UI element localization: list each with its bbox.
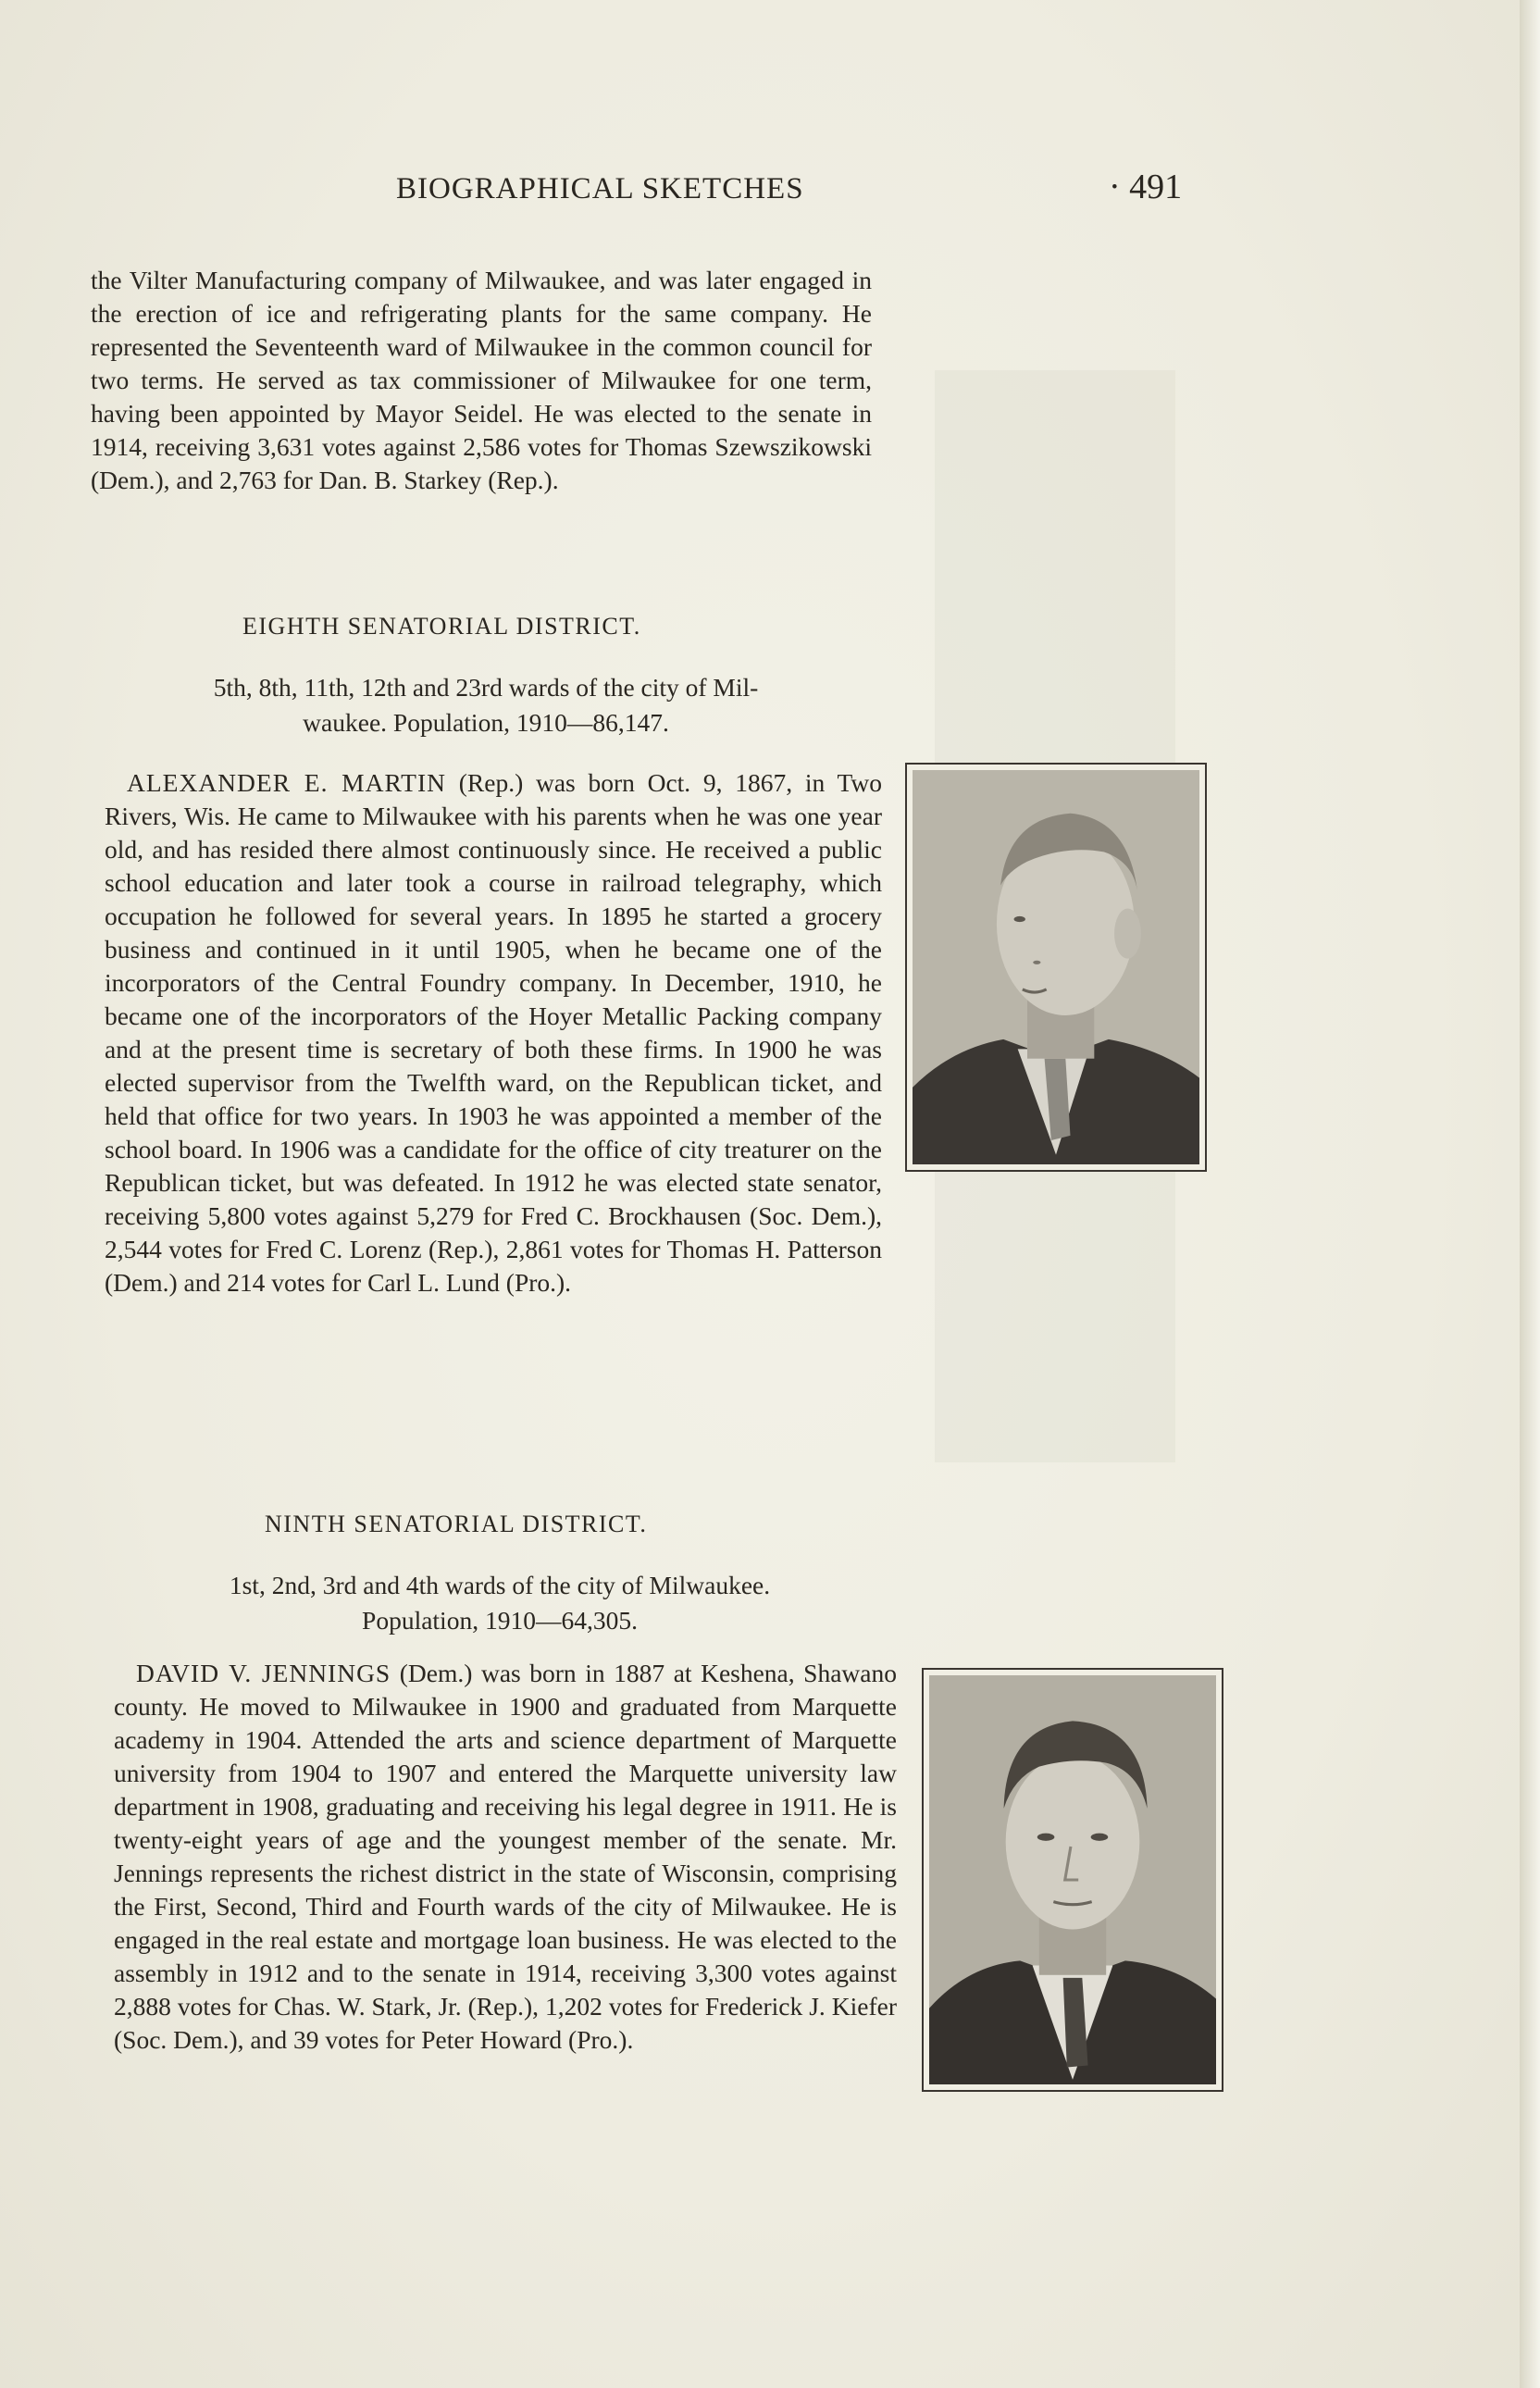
martin-name: ALEXANDER E. MARTIN <box>127 768 446 797</box>
page-number: · 491 <box>1109 168 1183 206</box>
continuation-paragraph: the Vilter Manufacturing company of Milwaukee, and was later engaged in the erection of ice and refrigerating plants for the same company. He represented the Seventeenth ward of Milwaukee in the common council for two terms. He served as tax commissioner of Milwaukee for one term, having been appointed by Mayor Seidel. He was elected to the senate in 1914, receiving 3,631 votes against 2,586 votes for Thomas Szewszikowski (Dem.), and 2,763 for Dan. B. Starkey (Rep.). <box>91 266 872 494</box>
martin-biography <box>105 766 882 1300</box>
ninth-wards-line-2: Population, 1910—64,305. <box>362 1606 638 1635</box>
jennings-portrait <box>922 1668 1223 2092</box>
martin-portrait-image <box>913 770 1199 1164</box>
ninth-wards-line-1: 1st, 2nd, 3rd and 4th wards of the city of Milwaukee. <box>229 1571 771 1599</box>
running-head: BIOGRAPHICAL SKETCHES <box>396 172 804 205</box>
eighth-district-wards <box>93 670 879 740</box>
martin-portrait <box>905 763 1207 1172</box>
page-edge <box>1520 0 1540 2388</box>
jennings-biography <box>114 1657 897 2057</box>
jennings-portrait-icon <box>929 1675 1216 2084</box>
jennings-portrait-image <box>929 1675 1216 2084</box>
ninth-district-heading: NINTH SENATORIAL DISTRICT. <box>265 1511 648 1537</box>
eighth-wards-line-2: waukee. Population, 1910—86,147. <box>303 708 669 737</box>
martin-bio-text: (Rep.) was born Oct. 9, 1867, in Two Rivers, Wis. He came to Milwaukee with his parents when he was one year old, and has resided there almost continuously since. He received a public school education and later took a course in railroad telegraphy, which occupation he followed for several years. In 1895 he started a grocery business and continued in it until 1905, when he became one of the incorporators of the Central Foundry company. In December, 1910, he became one of the incorporators of the Hoyer Metallic Packing company and at the present time is secretary of both these firms. In 1900 he was elected supervisor from the Twelfth ward, on the Republican ticket, and held that office for two years. In 1903 he was appointed a member of the school board. In 1906 was a candidate for the office of city treaturer on the Republican ticket, but was defeated. In 1912 he was elected state senator, receiving 5,800 votes against 5,279 for Fred C. Brockhausen (Soc. Dem.), 2,544 votes for Fred C. Lorenz (Rep.), 2,861 votes for Thomas H. Patterson (Dem.) and 214 votes for Carl L. Lund (Pro.). <box>105 768 882 1297</box>
page-header <box>93 168 1203 213</box>
eighth-wards-line-1: 5th, 8th, 11th, 12th and 23rd wards of the city of Mil- <box>213 673 759 702</box>
ninth-district-wards <box>104 1568 896 1638</box>
jennings-bio-text: (Dem.) was born in 1887 at Keshena, Shawano county. He moved to Milwaukee in 1900 and graduated from Marquette academy in 1904. Attended the arts and science department of Marquette university from 1904 to 1907 and entered the Marquette university law department in 1908, graduating and receiving his legal degree in 1911. He is twenty-eight years of age and the youngest member of the senate. Mr. Jennings represents the richest district in the state of Wisconsin, comprising the First, Second, Third and Fourth wards of the city of Milwaukee. He is engaged in the real estate and mortgage loan business. He was elected to the assembly in 1912 and to the senate in 1914, receiving 3,300 votes against 2,888 votes for Chas. W. Stark, Jr. (Rep.), 1,202 votes for Frederick J. Kiefer (Soc. Dem.), and 39 votes for Peter Howard (Pro.). <box>114 1659 897 2054</box>
eighth-district-heading: EIGHTH SENATORIAL DISTRICT. <box>242 613 641 640</box>
jennings-name: DAVID V. JENNINGS <box>136 1659 391 1687</box>
martin-portrait-icon <box>913 770 1199 1164</box>
